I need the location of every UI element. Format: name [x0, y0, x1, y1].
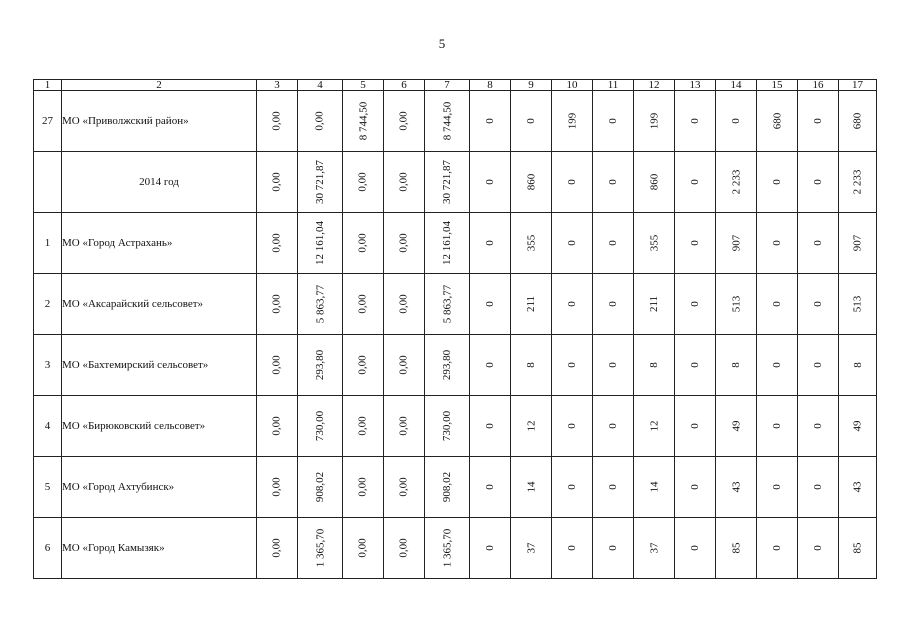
value-cell [343, 396, 384, 457]
table-body [34, 91, 877, 579]
value-cell [343, 213, 384, 274]
column-header: 14 [716, 80, 757, 91]
value-text: 0 [484, 118, 496, 124]
row-number-cell: 5 [34, 457, 62, 518]
column-header: 11 [593, 80, 634, 91]
value-text: 0 [689, 179, 701, 185]
value-cell [257, 518, 298, 579]
value-cell [257, 457, 298, 518]
value-cell [425, 213, 470, 274]
value-cell [257, 213, 298, 274]
value-text: 0 [607, 545, 619, 551]
column-header: 8 [470, 80, 511, 91]
value-cell [798, 213, 839, 274]
value-text: 0 [484, 179, 496, 185]
value-cell [384, 457, 425, 518]
value-cell [470, 152, 511, 213]
value-text: 680 [771, 112, 783, 130]
value-text: 30 721,87 [314, 160, 326, 204]
value-cell [552, 91, 593, 152]
value-cell [552, 335, 593, 396]
value-cell [343, 152, 384, 213]
value-cell [675, 457, 716, 518]
value-text: 0,00 [271, 294, 283, 314]
column-header: 15 [757, 80, 798, 91]
value-text: 0,00 [357, 538, 369, 558]
value-text: 0,00 [271, 538, 283, 558]
row-number-cell: 2 [34, 274, 62, 335]
value-text: 0 [812, 545, 824, 551]
value-text: 907 [851, 234, 864, 252]
value-text: 0 [689, 362, 701, 368]
value-text: 0,00 [357, 172, 369, 192]
municipality-name-cell: МО «Бирюковский сельсовет» [62, 396, 257, 457]
value-cell [716, 518, 757, 579]
value-text: 0 [771, 545, 783, 551]
value-cell [552, 396, 593, 457]
value-text: 0 [484, 484, 496, 490]
value-text: 907 [730, 234, 742, 252]
value-cell [757, 213, 798, 274]
value-cell [343, 91, 384, 152]
value-cell [593, 274, 634, 335]
municipality-name-cell: МО «Бахтемирский сельсовет» [62, 335, 257, 396]
table-row [34, 152, 877, 213]
row-number-cell: 6 [34, 518, 62, 579]
column-header: 16 [798, 80, 839, 91]
value-cell [839, 396, 877, 457]
row-number-cell: 1 [34, 213, 62, 274]
column-header: 2 [62, 80, 257, 91]
value-cell [634, 274, 675, 335]
value-cell [298, 335, 343, 396]
value-text: 0,00 [271, 111, 283, 131]
table-row [34, 518, 877, 579]
value-cell [343, 457, 384, 518]
value-cell [384, 335, 425, 396]
value-text: 860 [525, 173, 537, 191]
value-text: 293,80 [441, 349, 453, 381]
value-cell [298, 91, 343, 152]
value-cell [839, 152, 877, 213]
value-cell [716, 335, 757, 396]
municipality-name-cell: МО «Аксарайский сельсовет» [62, 274, 257, 335]
value-cell [716, 274, 757, 335]
value-text: 8 744,50 [357, 101, 369, 141]
value-cell [634, 335, 675, 396]
value-cell [298, 457, 343, 518]
value-text: 199 [566, 112, 578, 130]
value-text: 0,00 [271, 233, 283, 253]
value-text: 2 233 [851, 169, 864, 195]
value-text: 513 [730, 295, 742, 313]
value-text: 0 [812, 423, 824, 429]
value-text: 0,00 [271, 416, 283, 436]
value-text: 908,02 [314, 471, 326, 503]
value-text: 43 [851, 481, 864, 493]
value-text: 0 [607, 240, 619, 246]
value-text: 0 [689, 423, 701, 429]
column-header: 9 [511, 80, 552, 91]
value-text: 0 [771, 240, 783, 246]
value-cell [425, 152, 470, 213]
value-cell [757, 91, 798, 152]
value-text: 14 [525, 481, 537, 493]
value-text: 12 161,04 [441, 221, 453, 265]
value-text: 85 [730, 542, 742, 554]
value-text: 0 [771, 301, 783, 307]
value-cell [593, 335, 634, 396]
value-text: 1 365,70 [441, 528, 453, 568]
table-row [34, 274, 877, 335]
value-cell [511, 518, 552, 579]
value-text: 0,00 [357, 355, 369, 375]
value-text: 0,00 [398, 538, 410, 558]
value-cell [839, 457, 877, 518]
value-cell [716, 213, 757, 274]
data-table [33, 79, 877, 579]
value-cell [257, 152, 298, 213]
value-text: 0 [607, 362, 619, 368]
value-text: 0 [566, 362, 578, 368]
value-cell [425, 335, 470, 396]
value-text: 0,00 [398, 355, 410, 375]
value-text: 0 [607, 118, 619, 124]
value-text: 355 [648, 234, 660, 252]
value-cell [798, 152, 839, 213]
value-cell [716, 396, 757, 457]
value-cell [511, 457, 552, 518]
value-text: 0 [484, 362, 496, 368]
column-header: 6 [384, 80, 425, 91]
value-text: 0 [812, 240, 824, 246]
value-cell [798, 335, 839, 396]
value-cell [798, 274, 839, 335]
value-cell [757, 518, 798, 579]
value-cell [839, 91, 877, 152]
value-text: 211 [648, 295, 660, 313]
value-cell [798, 396, 839, 457]
value-text: 0 [566, 545, 578, 551]
value-text: 680 [851, 112, 864, 130]
value-text: 0,00 [398, 477, 410, 497]
column-header: 7 [425, 80, 470, 91]
value-text: 293,80 [314, 349, 326, 381]
value-text: 0,00 [357, 416, 369, 436]
value-text: 12 161,04 [314, 221, 326, 265]
value-text: 49 [851, 420, 864, 432]
value-text: 860 [648, 173, 660, 191]
municipality-name-cell: МО «Город Камызяк» [62, 518, 257, 579]
column-header: 13 [675, 80, 716, 91]
value-text: 0 [566, 484, 578, 490]
column-header: 12 [634, 80, 675, 91]
value-text: 0,00 [357, 294, 369, 314]
value-text: 0,00 [398, 111, 410, 131]
value-text: 0 [771, 423, 783, 429]
table-row [34, 396, 877, 457]
value-text: 43 [730, 481, 742, 493]
value-text: 199 [648, 112, 660, 130]
table-row [34, 91, 877, 152]
value-cell [839, 335, 877, 396]
value-cell [384, 518, 425, 579]
value-text: 0,00 [271, 172, 283, 192]
value-text: 0 [607, 301, 619, 307]
value-cell [757, 396, 798, 457]
value-cell [716, 152, 757, 213]
value-text: 0 [689, 301, 701, 307]
value-text: 0,00 [398, 416, 410, 436]
value-text: 0 [771, 362, 783, 368]
value-cell [634, 152, 675, 213]
value-text: 0,00 [357, 477, 369, 497]
value-cell [298, 274, 343, 335]
table-row [34, 213, 877, 274]
value-cell [470, 274, 511, 335]
value-text: 30 721,87 [441, 160, 453, 204]
column-header: 3 [257, 80, 298, 91]
column-header: 5 [343, 80, 384, 91]
value-text: 0 [607, 179, 619, 185]
value-cell [634, 518, 675, 579]
row-number-cell: 27 [34, 91, 62, 152]
value-text: 0,00 [398, 172, 410, 192]
value-cell [343, 335, 384, 396]
value-cell [343, 518, 384, 579]
municipality-name-cell: МО «Город Астрахань» [62, 213, 257, 274]
value-text: 0 [812, 118, 824, 124]
value-text: 49 [730, 420, 742, 432]
value-cell [425, 457, 470, 518]
value-text: 37 [525, 542, 537, 554]
value-cell [675, 91, 716, 152]
value-cell [593, 457, 634, 518]
value-cell [839, 518, 877, 579]
value-text: 0,00 [271, 355, 283, 375]
value-cell [257, 335, 298, 396]
value-text: 0 [771, 484, 783, 490]
value-cell [593, 396, 634, 457]
value-cell [470, 518, 511, 579]
value-cell [511, 213, 552, 274]
value-text: 730,00 [314, 410, 326, 442]
value-cell [798, 91, 839, 152]
table-row [34, 335, 877, 396]
value-text: 513 [851, 295, 864, 313]
value-text: 0 [566, 179, 578, 185]
value-text: 0 [484, 240, 496, 246]
value-text: 0 [566, 423, 578, 429]
value-cell [470, 457, 511, 518]
value-cell [384, 91, 425, 152]
value-cell [470, 335, 511, 396]
value-text: 0,00 [357, 233, 369, 253]
column-header: 17 [839, 80, 877, 91]
value-cell [798, 457, 839, 518]
value-text: 0 [607, 423, 619, 429]
municipality-name-cell: МО «Город Ахтубинск» [62, 457, 257, 518]
value-cell [634, 396, 675, 457]
column-header: 4 [298, 80, 343, 91]
value-text: 0 [484, 301, 496, 307]
column-number-header [34, 80, 877, 91]
value-text: 0 [689, 240, 701, 246]
value-cell [425, 396, 470, 457]
value-cell [470, 396, 511, 457]
value-cell [716, 91, 757, 152]
value-cell [552, 152, 593, 213]
value-text: 0,00 [314, 111, 326, 131]
value-cell [593, 91, 634, 152]
value-text: 0 [689, 484, 701, 490]
value-cell [675, 274, 716, 335]
table-row [34, 457, 877, 518]
value-cell [552, 457, 593, 518]
value-text: 8 [648, 362, 660, 368]
value-text: 0 [566, 301, 578, 307]
value-cell [675, 396, 716, 457]
value-cell [757, 335, 798, 396]
value-cell [757, 457, 798, 518]
value-cell [675, 518, 716, 579]
value-cell [634, 213, 675, 274]
value-cell [511, 91, 552, 152]
value-cell [384, 213, 425, 274]
value-text: 12 [648, 420, 660, 432]
value-cell [757, 152, 798, 213]
value-cell [716, 457, 757, 518]
row-number-cell [34, 152, 62, 213]
value-cell [798, 518, 839, 579]
value-text: 1 365,70 [314, 528, 326, 568]
value-text: 0 [484, 545, 496, 551]
municipality-name-cell: МО «Приволжский район» [62, 91, 257, 152]
value-cell [634, 457, 675, 518]
value-cell [298, 518, 343, 579]
value-cell [257, 91, 298, 152]
value-text: 8 744,50 [441, 101, 453, 141]
value-text: 0 [525, 118, 537, 124]
municipality-name-cell: 2014 год [62, 152, 257, 213]
value-cell [298, 213, 343, 274]
value-cell [593, 518, 634, 579]
value-cell [552, 518, 593, 579]
column-header: 10 [552, 80, 593, 91]
value-cell [343, 274, 384, 335]
value-text: 211 [525, 295, 537, 313]
value-cell [552, 213, 593, 274]
value-text: 5 863,77 [441, 284, 453, 324]
value-cell [757, 274, 798, 335]
value-text: 730,00 [441, 410, 453, 442]
value-cell [839, 274, 877, 335]
value-text: 8 [525, 362, 537, 368]
value-cell [384, 396, 425, 457]
value-cell [675, 213, 716, 274]
value-cell [511, 152, 552, 213]
value-text: 0 [812, 179, 824, 185]
value-text: 37 [648, 542, 660, 554]
value-cell [425, 91, 470, 152]
value-text: 8 [730, 362, 742, 368]
value-text: 908,02 [441, 471, 453, 503]
row-number-cell: 4 [34, 396, 62, 457]
value-cell [384, 152, 425, 213]
value-text: 0 [689, 118, 701, 124]
value-cell [298, 396, 343, 457]
value-cell [593, 213, 634, 274]
value-cell [384, 274, 425, 335]
value-text: 0 [566, 240, 578, 246]
value-cell [839, 213, 877, 274]
value-text: 0 [812, 301, 824, 307]
row-number-cell: 3 [34, 335, 62, 396]
value-cell [593, 152, 634, 213]
page-number: 5 [438, 36, 446, 51]
value-text: 0 [484, 423, 496, 429]
value-text: 12 [525, 420, 537, 432]
value-text: 0,00 [271, 477, 283, 497]
value-text: 0 [730, 118, 742, 124]
value-cell [425, 518, 470, 579]
value-text: 355 [525, 234, 537, 252]
value-text: 85 [851, 542, 864, 554]
value-cell [257, 274, 298, 335]
value-text: 14 [648, 481, 660, 493]
value-text: 0 [771, 179, 783, 185]
value-text: 0 [689, 545, 701, 551]
column-header: 1 [34, 80, 62, 91]
value-cell [257, 396, 298, 457]
value-cell [470, 213, 511, 274]
value-cell [675, 152, 716, 213]
value-cell [552, 274, 593, 335]
value-text: 0 [607, 484, 619, 490]
value-text: 0 [812, 484, 824, 490]
value-cell [675, 335, 716, 396]
value-text: 0 [812, 362, 824, 368]
value-cell [511, 335, 552, 396]
value-cell [511, 274, 552, 335]
value-cell [634, 91, 675, 152]
value-text: 2 233 [730, 169, 742, 195]
value-cell [511, 396, 552, 457]
value-cell [425, 274, 470, 335]
value-text: 5 863,77 [314, 284, 326, 324]
value-cell [470, 91, 511, 152]
value-cell [298, 152, 343, 213]
value-text: 0,00 [398, 294, 410, 314]
value-text: 0,00 [398, 233, 410, 253]
value-text: 8 [851, 362, 864, 368]
